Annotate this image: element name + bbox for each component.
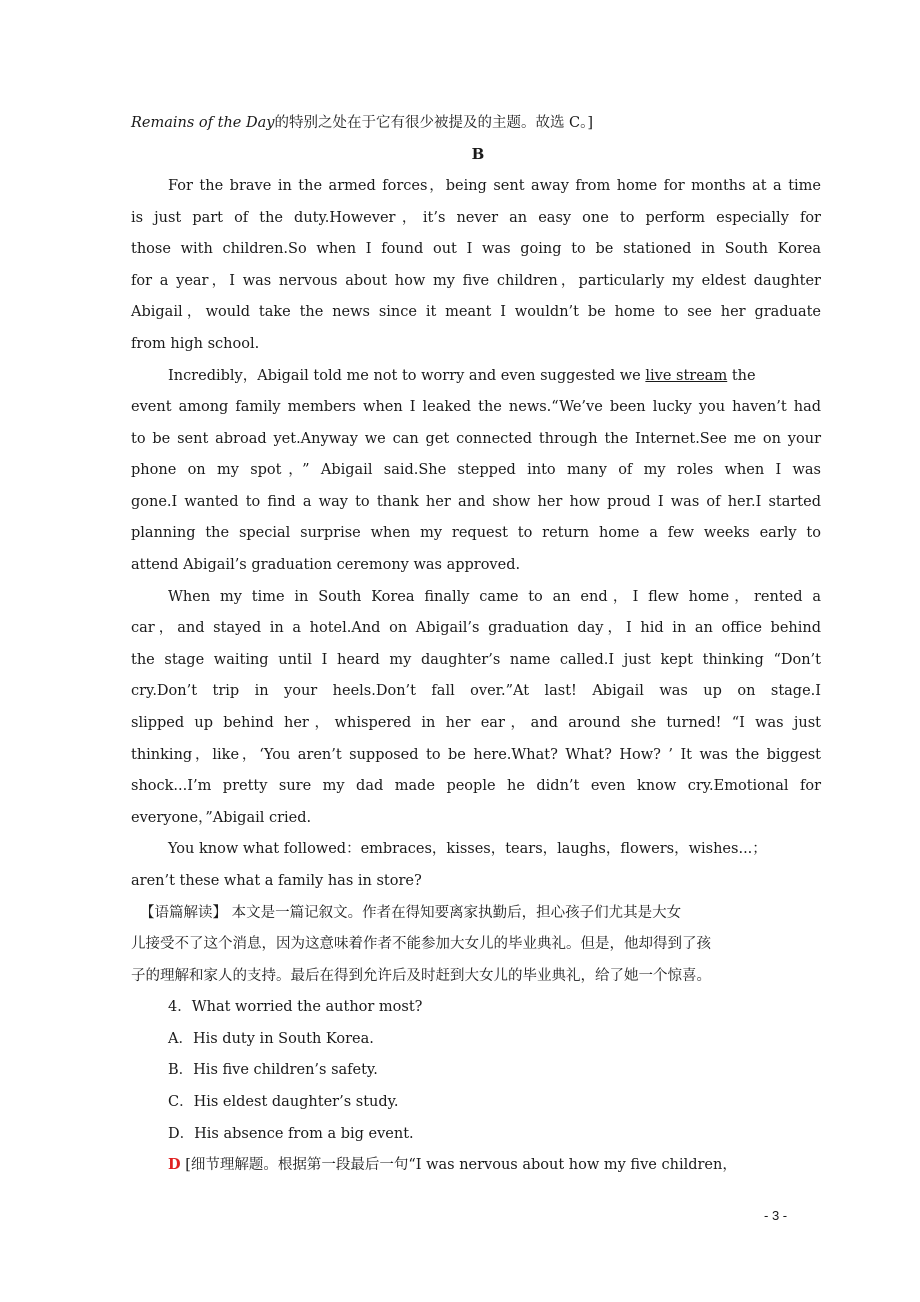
- passage-line: phone on my spot，” Abigail said.She stepped into many of my roles when I was: [131, 462, 821, 478]
- passage-line: from high school.: [131, 336, 260, 352]
- passage-line: everyone，”Abigail cried.: [131, 810, 312, 826]
- passage-text: the: [731, 368, 756, 384]
- passage-line: slipped up behind her，whispered in her ear，and around she turned! “I was just: [131, 715, 821, 731]
- question-stem: 4．What worried the author most?: [168, 999, 423, 1015]
- passage-text: Incredibly，Abigail told me not to worry and even suggested we: [168, 368, 641, 384]
- passage-line: for a year，I was nervous about how my five children，particularly my eldest daughter: [131, 273, 821, 289]
- passage-line: car，and stayed in a hotel.And on Abigail’s graduation day，I hid in an office behind: [131, 620, 821, 636]
- passage-line: Abigail，would take the news since it meant I wouldn’t be home to see her graduate: [131, 304, 821, 320]
- passage-line: thinking，like，‘You aren’t supposed to be here.What? What? How? ’ It was the biggest: [131, 747, 821, 763]
- answer-letter: D: [168, 1156, 181, 1173]
- option-b: B．His five children’s safety.: [168, 1062, 378, 1078]
- analysis-line: 儿接受不了这个消息，因为这意味着作者不能参加大女儿的毕业典礼。但是，他却得到了孩: [131, 936, 711, 952]
- passage-line: gone.I wanted to find a way to thank her and show her how proud I was of her.I started: [131, 494, 821, 510]
- analysis-line: 子的理解和家人的支持。最后在得到允许后及时赶到大女儿的毕业典礼，给了她一个惊喜。: [131, 968, 711, 984]
- option-c: C．His eldest daughter’s study.: [168, 1094, 399, 1110]
- passage-line: those with children.So when I found out I was going to be stationed in South Korea: [131, 241, 821, 257]
- passage-line: is just part of the duty.However，it’s never an easy one to perform especially for: [131, 210, 821, 226]
- analysis-line: 【语篇解读】 本文是一篇记叙文。作者在得知要离家执勤后，担心孩子们尤其是大女: [140, 905, 682, 921]
- passage-line: [168, 366, 756, 386]
- passage-line: event among family members when I leaked the news.“We’ve been lucky you haven’t had: [131, 399, 821, 415]
- answer-explanation: [细节理解题。根据第一段最后一句“I was nervous about how my five children，: [185, 1157, 737, 1173]
- previous-answer-line: [131, 113, 593, 133]
- passage-line: aren’t these what a family has in store?: [131, 873, 422, 889]
- section-label: B: [471, 145, 485, 163]
- page-number: - 3 -: [764, 1208, 788, 1223]
- passage-line: to be sent abroad yet.Anyway we can get connected through the Internet.See me on your: [131, 431, 821, 447]
- passage-line: the stage waiting until I heard my daughter’s name called.I just kept thinking “Don’t: [131, 652, 821, 668]
- book-title: Remains of the Day: [131, 115, 275, 131]
- passage-line: attend Abigail’s graduation ceremony was approved.: [131, 557, 521, 573]
- passage-line: When my time in South Korea finally came to an end，I flew home，rented a: [168, 589, 821, 605]
- option-a: A．His duty in South Korea.: [168, 1031, 374, 1047]
- passage-line: shock...I’m pretty sure my dad made people he didn’t even know cry.Emotional for: [131, 778, 821, 794]
- underlined-phrase: live stream: [645, 368, 728, 384]
- passage-line: cry.Don’t trip in your heels.Don’t fall over.”At last! Abigail was up on stage.I: [131, 683, 821, 699]
- passage-line: planning the special surprise when my request to return home a few weeks early to: [131, 525, 821, 541]
- previous-answer-text: 的特别之处在于它有很少被提及的主题。故选 C。]: [274, 115, 594, 131]
- passage-line: For the brave in the armed forces，being sent away from home for months at a time: [168, 178, 821, 194]
- option-d: D．His absence from a big event.: [168, 1126, 414, 1142]
- answer-line: [168, 1155, 737, 1175]
- passage-line: You know what followed：embraces，kisses，tears，laughs，flowers，wishes...；: [168, 841, 767, 857]
